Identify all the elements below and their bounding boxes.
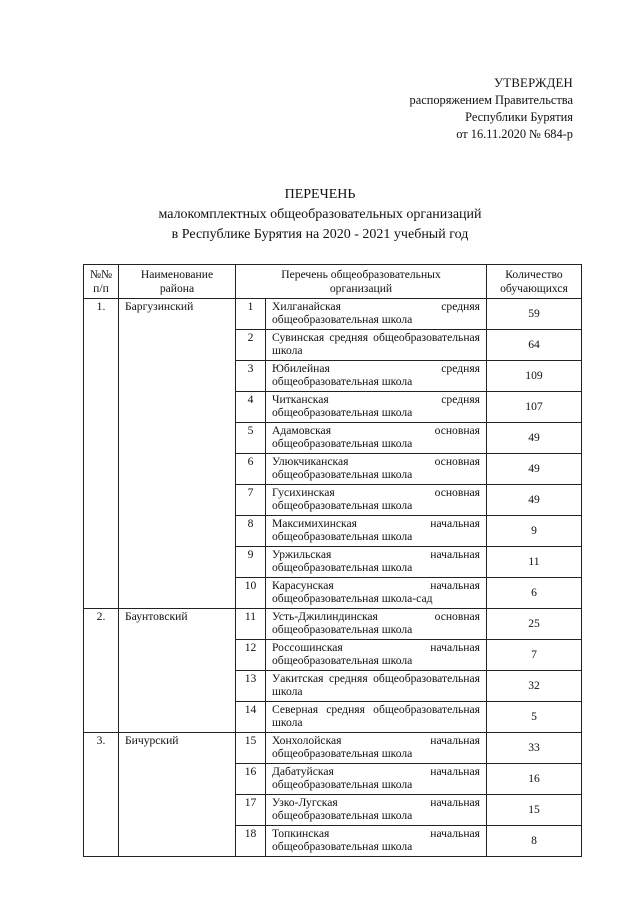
student-count: 49 bbox=[487, 485, 582, 516]
org-name: Уржильская начальная общеобразовательная школа bbox=[266, 547, 487, 578]
district-number: 3. bbox=[84, 733, 119, 857]
org-index: 13 bbox=[236, 671, 266, 702]
district-name: Баргузинский bbox=[119, 299, 236, 609]
approval-stamp bbox=[410, 75, 574, 143]
table-row bbox=[84, 733, 582, 764]
org-name: Хилганайская средняя общеобразовательная школа bbox=[266, 299, 487, 330]
org-index: 1 bbox=[236, 299, 266, 330]
approval-line-1: распоряжением Правительства bbox=[409, 93, 573, 107]
org-index: 4 bbox=[236, 392, 266, 423]
table-body bbox=[84, 299, 582, 857]
org-index: 15 bbox=[236, 733, 266, 764]
org-name: Юбилейная средняя общеобразовательная школа bbox=[266, 361, 487, 392]
org-name: Сувинская средняя общеобразовательная школа bbox=[266, 330, 487, 361]
district-name: Бичурский bbox=[119, 733, 236, 857]
org-name: Карасунская начальная общеобразовательная школа-сад bbox=[266, 578, 487, 609]
org-name: Северная средняя общеобразовательная школа bbox=[266, 702, 487, 733]
org-index: 17 bbox=[236, 795, 266, 826]
student-count: 6 bbox=[487, 578, 582, 609]
header-district: Наименование района bbox=[119, 265, 236, 299]
document-title bbox=[0, 185, 640, 245]
org-index: 16 bbox=[236, 764, 266, 795]
header-organizations: Перечень общеобразовательных организаций bbox=[236, 265, 487, 299]
title-line-1: ПЕРЕЧЕНЬ bbox=[284, 187, 356, 202]
table-row bbox=[84, 299, 582, 330]
approval-line-3: от 16.11.2020 № 684-р bbox=[456, 127, 573, 141]
org-name: Топкинская начальная общеобразовательная школа bbox=[266, 826, 487, 857]
student-count: 64 bbox=[487, 330, 582, 361]
student-count: 5 bbox=[487, 702, 582, 733]
org-name: Узко-Лугская начальная общеобразовательная школа bbox=[266, 795, 487, 826]
header-count: Количество обучающихся bbox=[487, 265, 582, 299]
org-name: Максимихинская начальная общеобразовательная школа bbox=[266, 516, 487, 547]
org-index: 10 bbox=[236, 578, 266, 609]
org-index: 6 bbox=[236, 454, 266, 485]
table-row bbox=[84, 609, 582, 640]
student-count: 7 bbox=[487, 640, 582, 671]
org-name: Россошинская начальная общеобразовательная школа bbox=[266, 640, 487, 671]
district-number: 2. bbox=[84, 609, 119, 733]
student-count: 49 bbox=[487, 423, 582, 454]
title-line-3: в Республике Бурятия на 2020 - 2021 учебный год bbox=[171, 227, 469, 242]
student-count: 25 bbox=[487, 609, 582, 640]
student-count: 59 bbox=[487, 299, 582, 330]
org-index: 8 bbox=[236, 516, 266, 547]
org-index: 5 bbox=[236, 423, 266, 454]
student-count: 32 bbox=[487, 671, 582, 702]
org-name: Усть-Джилиндинская основная общеобразовательная школа bbox=[266, 609, 487, 640]
district-name: Баунтовский bbox=[119, 609, 236, 733]
student-count: 107 bbox=[487, 392, 582, 423]
student-count: 9 bbox=[487, 516, 582, 547]
header-num: №№ п/п bbox=[84, 265, 119, 299]
org-index: 18 bbox=[236, 826, 266, 857]
org-index: 14 bbox=[236, 702, 266, 733]
org-name: Дабатуйская начальная общеобразовательная школа bbox=[266, 764, 487, 795]
org-index: 9 bbox=[236, 547, 266, 578]
org-name: Улюкчиканская основная общеобразовательная школа bbox=[266, 454, 487, 485]
org-index: 12 bbox=[236, 640, 266, 671]
student-count: 49 bbox=[487, 454, 582, 485]
approval-line-2: Республики Бурятия bbox=[465, 110, 573, 124]
table-header-row bbox=[84, 265, 582, 299]
schools-table bbox=[83, 264, 582, 857]
district-number: 1. bbox=[84, 299, 119, 609]
student-count: 16 bbox=[487, 764, 582, 795]
student-count: 8 bbox=[487, 826, 582, 857]
title-line-2: малокомплектных общеобразовательных организаций bbox=[158, 207, 482, 222]
org-index: 11 bbox=[236, 609, 266, 640]
org-name: Гусихинская основная общеобразовательная школа bbox=[266, 485, 487, 516]
student-count: 33 bbox=[487, 733, 582, 764]
org-index: 3 bbox=[236, 361, 266, 392]
student-count: 15 bbox=[487, 795, 582, 826]
org-name: Адамовская основная общеобразовательная школа bbox=[266, 423, 487, 454]
org-index: 2 bbox=[236, 330, 266, 361]
student-count: 11 bbox=[487, 547, 582, 578]
org-name: Читканская средняя общеобразовательная школа bbox=[266, 392, 487, 423]
org-index: 7 bbox=[236, 485, 266, 516]
student-count: 109 bbox=[487, 361, 582, 392]
org-name: Хонхолойская начальная общеобразовательная школа bbox=[266, 733, 487, 764]
approval-heading: УТВЕРЖДЕН bbox=[494, 76, 573, 90]
org-name: Уакитская средняя общеобразовательная школа bbox=[266, 671, 487, 702]
